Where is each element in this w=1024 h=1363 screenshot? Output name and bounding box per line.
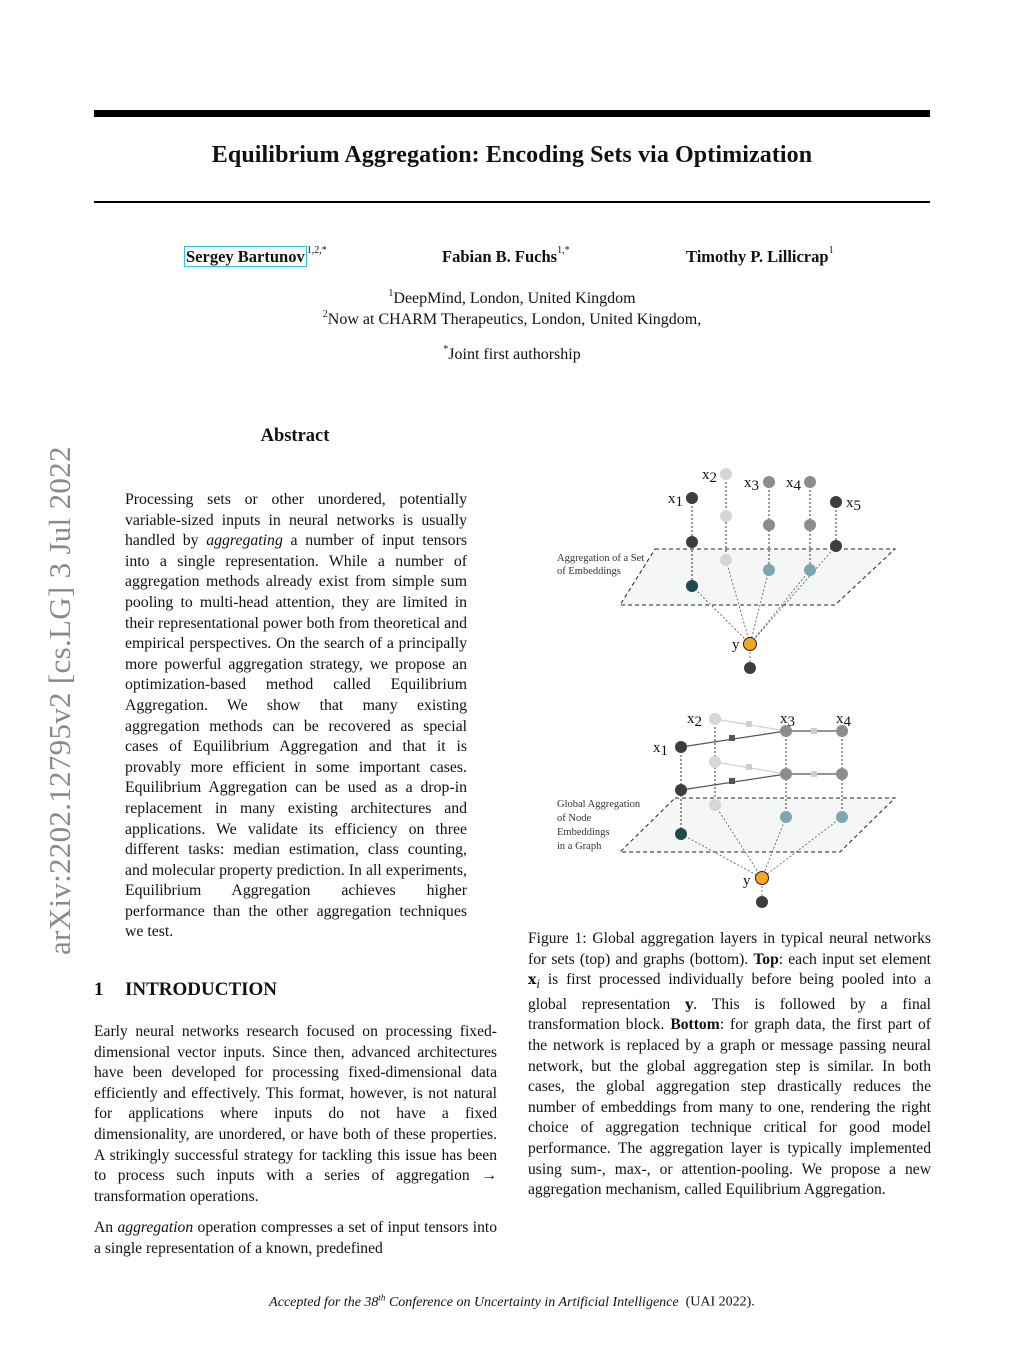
author-note [94,346,930,364]
abstract-body [125,490,467,943]
top-hidden-node-3 [763,519,775,531]
bottom-embedding-node-3 [780,811,792,823]
bottom-output-node [756,872,769,885]
intro-paragraph-2 [94,1218,497,1259]
top-input-node-3 [763,476,775,488]
top-hidden-node-5 [830,540,842,552]
section-title: INTRODUCTION [125,979,278,1000]
top-output-node [744,638,757,651]
top-embedding-node-1 [686,580,698,592]
top-hidden-node-2 [720,510,732,522]
top-embedding-node-4 [804,564,816,576]
page-footer [94,1292,930,1311]
bottom-hidden-node-3 [780,768,792,780]
author-note-text: Joint first authorship [448,346,581,363]
author-note-sup: * [443,344,449,355]
bottom-panel [557,711,895,908]
bottom-embedding-plane [620,798,895,852]
top-hidden-node-4 [804,519,816,531]
bottom-final-node [756,896,768,908]
caption-xi-sub: i [536,976,540,992]
affiliation-2 [94,311,930,329]
top-rule [94,110,930,117]
title-rule [94,201,930,203]
intro-paragraph-1: Early neural networks research focused on processing fixed-dimensional vector inputs. Since then, advanced architectures have been developed for processing fixed-dimensional data efficiently and effectively. This format, however, is not natural for applications where inputs do not have a fixed dimensionality, are unordered, or have both of these properties. A strikingly successful strategy for tackling this issue has been to process such inputs with a series of aggregation → transformation operations. [94,1023,497,1205]
abstract-emphasis: aggregating [206,532,283,550]
caption-top-text-b: is first processed individually before being pooled into a global representation [528,971,931,1013]
caption-top-text-a: : each input set element [778,950,931,968]
top-final-node [744,662,756,674]
footer-sup: th [378,1292,386,1302]
abstract-heading: Abstract [260,426,330,446]
bottom-embedding-node-2 [709,799,721,811]
footer-text-b: Conference on Uncertainty in Artificial Intelligence [385,1294,679,1310]
bottom-embedding-node-1 [675,828,687,840]
footer-text-a: Accepted for the 38 [269,1294,379,1310]
top-x2-label: x2 [702,467,717,486]
bottom-hidden-node-1 [675,784,687,796]
top-embedding-node-3 [763,564,775,576]
bottom-x4-label: x4 [836,711,851,730]
arxiv-identifier[interactable]: arXiv:2202.12795v2 [cs.LG] 3 Jul 2022 [42,446,77,955]
author-3-sup: 1 [828,245,834,256]
figure-1-caption [528,929,931,1201]
top-panel [557,467,895,674]
top-embedding-node-2 [720,554,732,566]
abstract-text-a: Processing sets or other unordered, potentially variable-sized inputs in neural networks is usually handled by [125,491,467,550]
author-1-sup: 1,2,* [306,245,327,256]
affiliation-1-text: DeepMind, London, United Kingdom [393,290,636,307]
bottom-panel-label-line-1: Global Aggregation [557,799,641,810]
top-panel-label-line-2: of Embeddings [557,566,621,577]
intro-p2-text-a: An [94,1219,118,1236]
author-link[interactable]: Sergey Bartunov [186,247,305,266]
author-3 [686,247,834,267]
section-heading-introduction [94,979,277,1001]
affiliation-2-text: Now at CHARM Therapeutics, London, United Kingdom, [327,311,702,328]
figure-1-diagram [540,455,920,920]
author-2-name: Fabian B. Fuchs [442,247,558,266]
caption-y: y [685,996,694,1013]
top-input-node-2 [720,468,732,480]
bottom-x2-label: x2 [687,711,702,730]
section-number: 1 [94,979,104,1000]
bottom-y-label: y [743,873,751,889]
author-2 [442,247,570,267]
top-embedding-plane [620,549,895,605]
bottom-hidden-node-2 [709,756,721,768]
top-x4-label: x4 [786,475,801,494]
author-3-name: Timothy P. Lillicrap [686,247,829,266]
intro-p2-emphasis: aggregation [117,1219,194,1236]
top-hidden-node-1 [686,536,698,548]
affiliation-1-sup: 1 [388,288,394,299]
top-input-node-1 [686,492,698,504]
abstract-text-b: a number of input tensors into a single representation. While a number of aggregation methods already exist from simple sum pooling to multi-head attention, they are limited in their representational power both from theoretical and empirical perspectives. On the search of a principally more powerful aggregation strategy, we propose an optimization-based method called Equilibrium Aggregation. We show that many existing aggregation methods can be recovered as special cases of Equilibrium Aggregation and that it is provably more efficient in some important cases. Equilibrium Aggregation can be used as a drop-in replacement in many existing architectures and applications. We validate its efficiency on three different tasks: median estimation, class counting, and molecular property prediction. In all experiments, Equilibrium Aggregation achieves higher performance than the other aggregation techniques we test. [125,532,467,941]
top-x5-label: x5 [846,495,861,514]
affiliation-1 [94,290,930,308]
bottom-input-node-2 [709,713,721,725]
bottom-x3-label: x3 [780,711,795,730]
author-2-sup: 1,* [557,245,570,256]
caption-bottom-text: : for graph data, the first part of the network is replaced by a graph or message passing neural network, but the global aggregation step is similar. In both cases, the global aggregation step drastically reduces the number of embeddings from many to one, rendering the right choice of aggregation technique critical for good model performance. The aggregation layer is typically implemented using sum-, max-, or attention-pooling. We propose a new aggregation mechanism, called Equilibrium Aggregation. [528,1016,931,1199]
caption-xi: x [528,972,537,989]
caption-prefix: Figure 1: Global aggregation layers in typical neural networks for sets (top) and graphs (bottom). [528,930,931,968]
top-input-node-4 [804,476,816,488]
intro-p2-text-b: operation compresses a set of input tensors into a single representation of a known, predefined [94,1219,497,1257]
paper-title: Equilibrium Aggregation: Encoding Sets via Optimization [211,142,813,168]
top-x3-label: x3 [744,475,759,494]
bottom-panel-label-line-3: Embeddings [557,827,610,838]
affiliation-2-sup: 2 [322,309,328,320]
bottom-hidden-node-4 [836,768,848,780]
bottom-x1-label: x1 [653,740,668,759]
top-y-label: y [732,637,740,653]
footer-venue: (UAI 2022). [685,1294,755,1310]
caption-bottom-bold: Bottom [670,1016,720,1034]
caption-top-bold: Top [753,950,779,968]
top-x1-label: x1 [668,491,683,510]
bottom-embedding-node-4 [836,811,848,823]
bottom-input-node-1 [675,741,687,753]
caption-top-text-c: . This is followed by a final transformation block. [528,995,931,1034]
bottom-panel-label-line-2: of Node [557,813,592,824]
top-input-node-5 [830,496,842,508]
author-1 [184,247,327,267]
top-panel-label-line-1: Aggregation of a Set [557,553,645,564]
bottom-panel-label-line-4: in a Graph [557,841,602,852]
